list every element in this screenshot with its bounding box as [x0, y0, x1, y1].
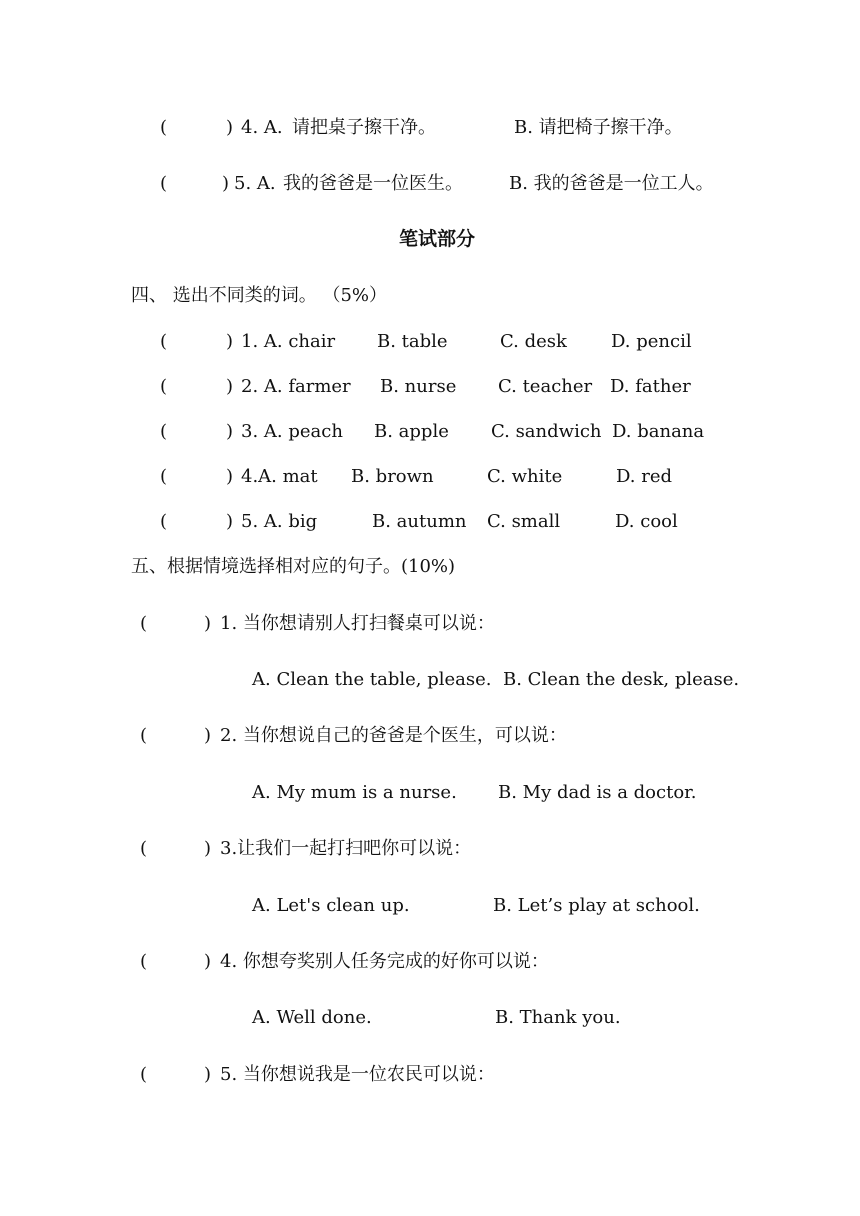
answer-paren-open: (: [160, 511, 168, 532]
answer-paren-open: (: [140, 951, 148, 972]
question-text: 5. 当你想说我是一位农民可以说：: [220, 1064, 495, 1085]
option-b: B. brown: [351, 466, 434, 487]
option-b: B. 我的爸爸是一位工人。: [509, 173, 714, 194]
answer-paren-open: (: [140, 838, 148, 859]
option-d: D. banana: [612, 421, 705, 442]
answer-paren-open: (: [160, 331, 168, 352]
option-b: B. table: [377, 331, 448, 352]
answer-paren-close: ): [226, 376, 234, 397]
question-number: 2. A. farmer: [241, 376, 351, 397]
answer-paren-close: ): [226, 511, 234, 532]
section-title: 笔试部分: [399, 228, 476, 250]
answer-paren-close: ): [226, 466, 234, 487]
option-c: C. desk: [500, 331, 567, 352]
option-a: 我的爸爸是一位医生。: [283, 173, 463, 194]
answer-paren-close: ): [226, 421, 234, 442]
answer-paren-close: ): [204, 725, 212, 746]
option-b: B. Clean the desk, please.: [503, 669, 740, 690]
question-number: 5. A. big: [241, 511, 318, 532]
question-number: 4.A. mat: [241, 466, 318, 487]
answer-paren-close: ): [226, 331, 234, 352]
answer-paren-close: ): [204, 1064, 212, 1085]
question-text: 2. 当你想说自己的爸爸是个医生，可以说：: [220, 725, 567, 746]
option-a: A. Clean the table, please.: [252, 669, 492, 690]
option-b: B. nurse: [380, 376, 457, 397]
answer-paren-open: (: [140, 1064, 148, 1085]
question-text: 3.让我们一起打扫吧你可以说：: [220, 838, 472, 859]
answer-paren-open: (: [160, 173, 168, 194]
answer-paren-open: (: [160, 466, 168, 487]
option-c: C. sandwich: [491, 421, 602, 442]
option-d: D. father: [610, 376, 691, 397]
question-number: 1. A. chair: [241, 331, 336, 352]
option-a: A. Let's clean up.: [252, 895, 410, 916]
option-b: B. My dad is a doctor.: [498, 782, 697, 803]
answer-paren-close: ): [204, 838, 212, 859]
option-b: B. autumn: [372, 511, 467, 532]
question-text: 1. 当你想请别人打扫餐桌可以说：: [220, 613, 495, 634]
option-b: B. Let’s play at school.: [493, 895, 700, 916]
option-c: C. teacher: [498, 376, 593, 397]
section-heading: 四、 选出不同类的词。 （5%）: [131, 285, 387, 306]
option-a: A. My mum is a nurse.: [252, 782, 457, 803]
answer-paren-open: (: [160, 376, 168, 397]
option-d: D. cool: [615, 511, 678, 532]
option-a: A. Well done.: [252, 1007, 372, 1028]
answer-paren-open: (: [160, 421, 168, 442]
answer-paren-close: ): [226, 117, 234, 138]
option-b: B. 请把椅子擦干净。: [514, 117, 683, 138]
option-c: C. white: [487, 466, 563, 487]
option-d: D. red: [616, 466, 673, 487]
option-d: D. pencil: [611, 331, 692, 352]
section-heading: 五、根据情境选择相对应的句子。(10%): [131, 556, 456, 577]
question-number: 5. A.: [234, 173, 276, 194]
option-a: 请把桌子擦干净。: [292, 117, 436, 138]
option-c: C. small: [487, 511, 561, 532]
answer-paren-open: (: [140, 725, 148, 746]
answer-paren-close: ): [222, 173, 230, 194]
question-number: 4. A.: [241, 117, 283, 138]
answer-paren-close: ): [204, 613, 212, 634]
answer-paren-open: (: [160, 117, 168, 138]
question-number: 3. A. peach: [241, 421, 343, 442]
option-b: B. apple: [374, 421, 449, 442]
question-text: 4. 你想夸奖别人任务完成的好你可以说：: [220, 951, 549, 972]
answer-paren-close: ): [204, 951, 212, 972]
option-b: B. Thank you.: [495, 1007, 621, 1028]
answer-paren-open: (: [140, 613, 148, 634]
